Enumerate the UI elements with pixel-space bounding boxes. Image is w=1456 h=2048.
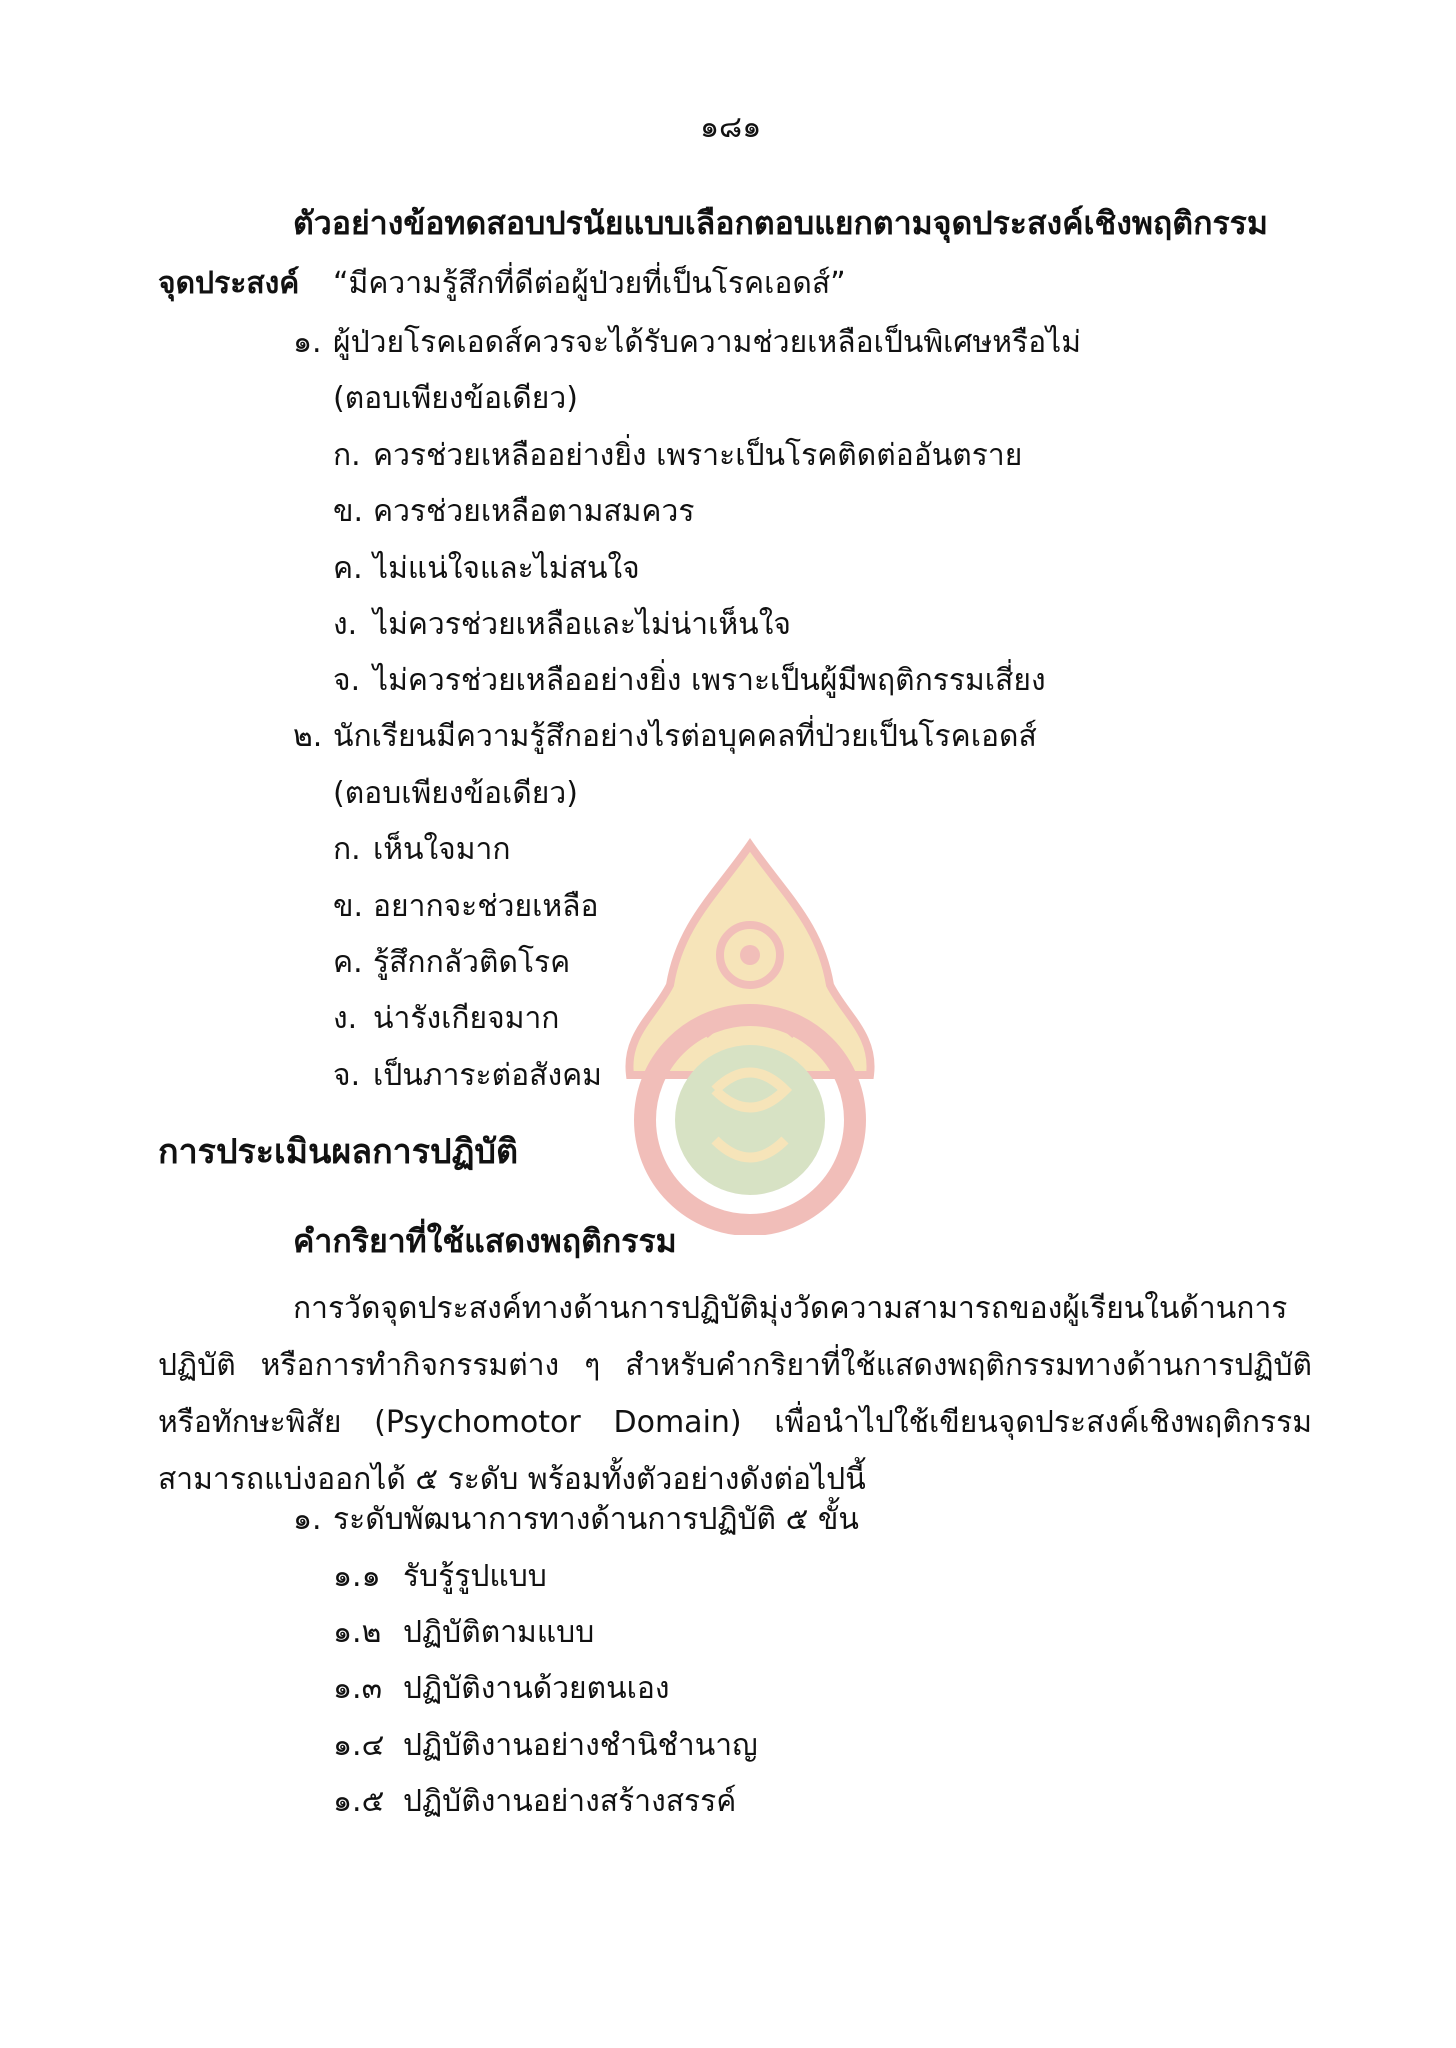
question-number: ๒.: [293, 719, 323, 754]
choice-text: ไม่แน่ใจและไม่สนใจ: [373, 551, 640, 586]
choice-key: ก.: [333, 438, 361, 473]
choice-key: จ.: [333, 663, 361, 698]
choice-text: เป็นภาระต่อสังคม: [373, 1058, 602, 1093]
choice-key: ข.: [333, 494, 364, 529]
list-item-number: ๑.๕: [333, 1784, 385, 1819]
question-note: (ตอบเพียงข้อเดียว): [333, 776, 578, 811]
question-number: ๑.: [293, 325, 322, 360]
list-item: รับรู้รูปแบบ: [403, 1559, 547, 1594]
choice-key: ง.: [333, 1001, 358, 1036]
choice-key: ง.: [333, 607, 358, 642]
choice-text: เห็นใจมาก: [373, 832, 511, 867]
choice-key: ค.: [333, 945, 363, 980]
list-item: ปฏิบัติงานอย่างสร้างสรรค์: [403, 1784, 737, 1819]
sub-heading: คำกริยาที่ใช้แสดงพฤติกรรม: [293, 1222, 677, 1260]
question-text: ผู้ป่วยโรคเอดส์ควรจะได้รับความช่วยเหลือเป็นพิเศษหรือไม่: [333, 325, 1082, 360]
choice-text: ไม่ควรช่วยเหลืออย่างยิ่ง เพราะเป็นผู้มีพฤติกรรมเสี่ยง: [373, 663, 1046, 698]
choice-key: ข.: [333, 889, 364, 924]
section-title: ตัวอย่างข้อทดสอบปรนัยแบบเลือกตอบแยกตามจุดประสงค์เชิงพฤติกรรม: [293, 204, 1268, 242]
choice-text: น่ารังเกียจมาก: [373, 1001, 560, 1036]
choice-text: ควรช่วยเหลืออย่างยิ่ง เพราะเป็นโรคติดต่ออันตราย: [373, 438, 1023, 473]
list-number: ๑.: [293, 1502, 322, 1537]
list-item-number: ๑.๒: [333, 1615, 382, 1650]
choice-key: ก.: [333, 832, 361, 867]
list-item-number: ๑.๓: [333, 1671, 383, 1706]
choice-key: จ.: [333, 1058, 361, 1093]
objective-text: “มีความรู้สึกที่ดีต่อผู้ป่วยที่เป็นโรคเอดส์”: [333, 266, 846, 301]
choice-text: อยากจะช่วยเหลือ: [373, 889, 599, 924]
section-heading: การประเมินผลการปฏิบัติ: [158, 1132, 519, 1172]
choice-text: ควรช่วยเหลือตามสมควร: [373, 494, 695, 529]
body-paragraph: การวัดจุดประสงค์ทางด้านการปฏิบัติมุ่งวัดความสามารถของผู้เรียนในด้านการปฏิบัติ หรือการทำกิจกรรมต่าง ๆ สำหรับคำกริยาที่ใช้แสดงพฤติกรรมทางด้านการปฏิบัติหรือทักษะพิสัย (Psychomotor Domain) เพื่อนำไปใช้เขียนจุดประสงค์เชิงพฤติกรรม สามารถแบ่งออกได้ ๕ ระดับ พร้อมทั้งตัวอย่างดังต่อไปนี้: [158, 1291, 1312, 1497]
question-note: (ตอบเพียงข้อเดียว): [333, 381, 578, 416]
list-title: ระดับพัฒนาการทางด้านการปฏิบัติ ๕ ขั้น: [333, 1502, 859, 1537]
choice-text: รู้สึกกลัวติดโรค: [373, 945, 571, 980]
watermark-emblem-icon: [585, 835, 915, 1235]
question-text: นักเรียนมีความรู้สึกอย่างไรต่อบุคคลที่ป่วยเป็นโรคเอดส์: [333, 719, 1037, 754]
list-item: ปฏิบัติตามแบบ: [403, 1615, 595, 1650]
list-item-number: ๑.๑: [333, 1559, 381, 1594]
list-item: ปฏิบัติงานอย่างชำนิชำนาญ: [403, 1728, 758, 1763]
page-number: ๑๘๑: [700, 110, 762, 145]
list-item-number: ๑.๔: [333, 1728, 385, 1763]
list-item: ปฏิบัติงานด้วยตนเอง: [403, 1671, 670, 1706]
choice-text: ไม่ควรช่วยเหลือและไม่น่าเห็นใจ: [373, 607, 791, 642]
objective-label: จุดประสงค์: [158, 266, 300, 301]
choice-key: ค.: [333, 551, 363, 586]
